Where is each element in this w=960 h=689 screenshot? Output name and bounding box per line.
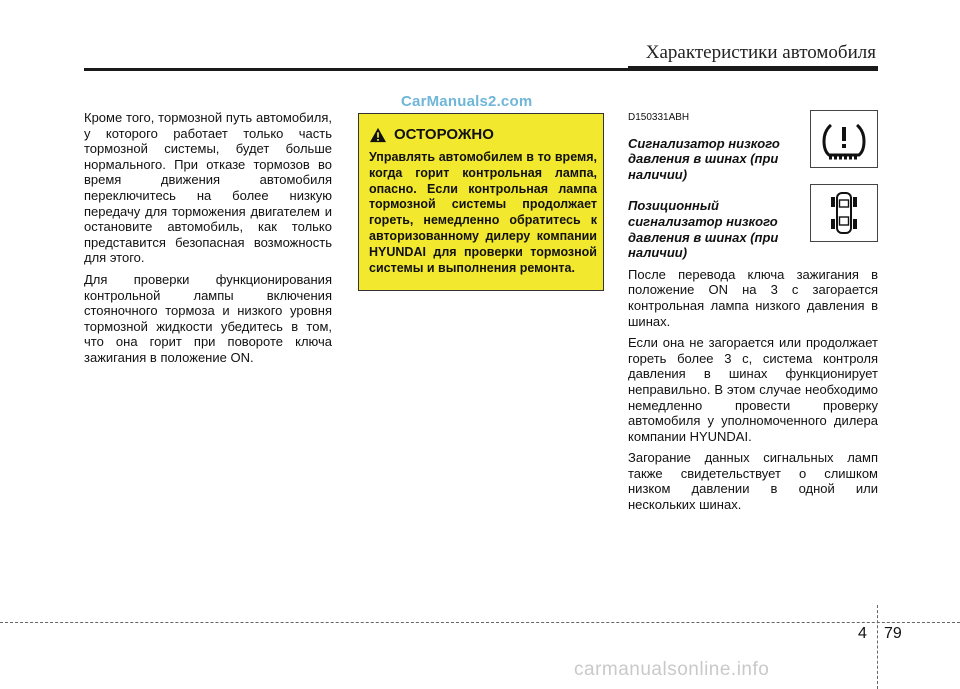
right-paragraph-1: После перевода ключа зажигания в положение ON на 3 с загорается контрольная лампа низкого давления в шинах. (628, 266, 878, 329)
subheading-position: Позиционный сигнализатор низкого давления в шинах (при наличии) (628, 198, 779, 261)
right-paragraph-3: Загорание данных сигнальных ламп также свидетельствует о слишком низком давлении в одной или нескольких шинах. (628, 450, 878, 513)
subheading-low-pressure: Сигнализатор низкого давления в шинах (при наличии) (628, 135, 780, 182)
watermark-bottom: carmanualsonline.info (574, 659, 770, 680)
right-paragraph-2: Если она не загорается или продолжает гореть более 3 с, система контроля давления в шинах функционирует неправильно. В этом случае необходимо немедленно провести проверку автомобиля у уполномоченного дилера компании HYUNDAI. (628, 335, 878, 444)
header-rule-accent (628, 66, 878, 71)
section-number: 4 (858, 625, 867, 642)
left-paragraph-1: Кроме того, тормозной путь автомобиля, у которого работает только часть тормозной системы, будет больше нормального. При отказе тормозов во время движения автомобиля переключитесь на более низкую передачу для торможения двигателем и остановите автомобиль, как только представится безопасная возможность для этого. (84, 110, 332, 266)
page-header-title: Характеристики автомобиля (645, 42, 876, 63)
left-column (84, 110, 332, 372)
section-code: D150331ABH (628, 112, 690, 123)
warning-heading (369, 126, 494, 143)
left-paragraph-2: Для проверки функционирования контрольной лампы включения стояночного тормоза и низкого уровня тормозной жидкости убедитесь в том, что она горит при повороте ключа зажигания в положение ON. (84, 271, 332, 365)
page-number: 79 (884, 625, 902, 642)
watermark-top: CarManuals2.com (401, 93, 533, 110)
footer-vertical-rule (877, 605, 878, 689)
right-column (628, 110, 878, 519)
warning-text: Управлять автомобилем в то время, когда горит контрольная лампа, опасно. Если контрольная лампа тормозной системы продолжает гореть, немедленно обратитесь к авторизованному дилеру компании HYUNDAI для проверки тормозной системы и выполнения ремонта. (369, 150, 597, 275)
warning-box (358, 113, 604, 291)
footer-rule (0, 622, 960, 623)
warning-triangle-icon (369, 127, 387, 143)
warning-title: ОСТОРОЖНО (394, 126, 494, 143)
